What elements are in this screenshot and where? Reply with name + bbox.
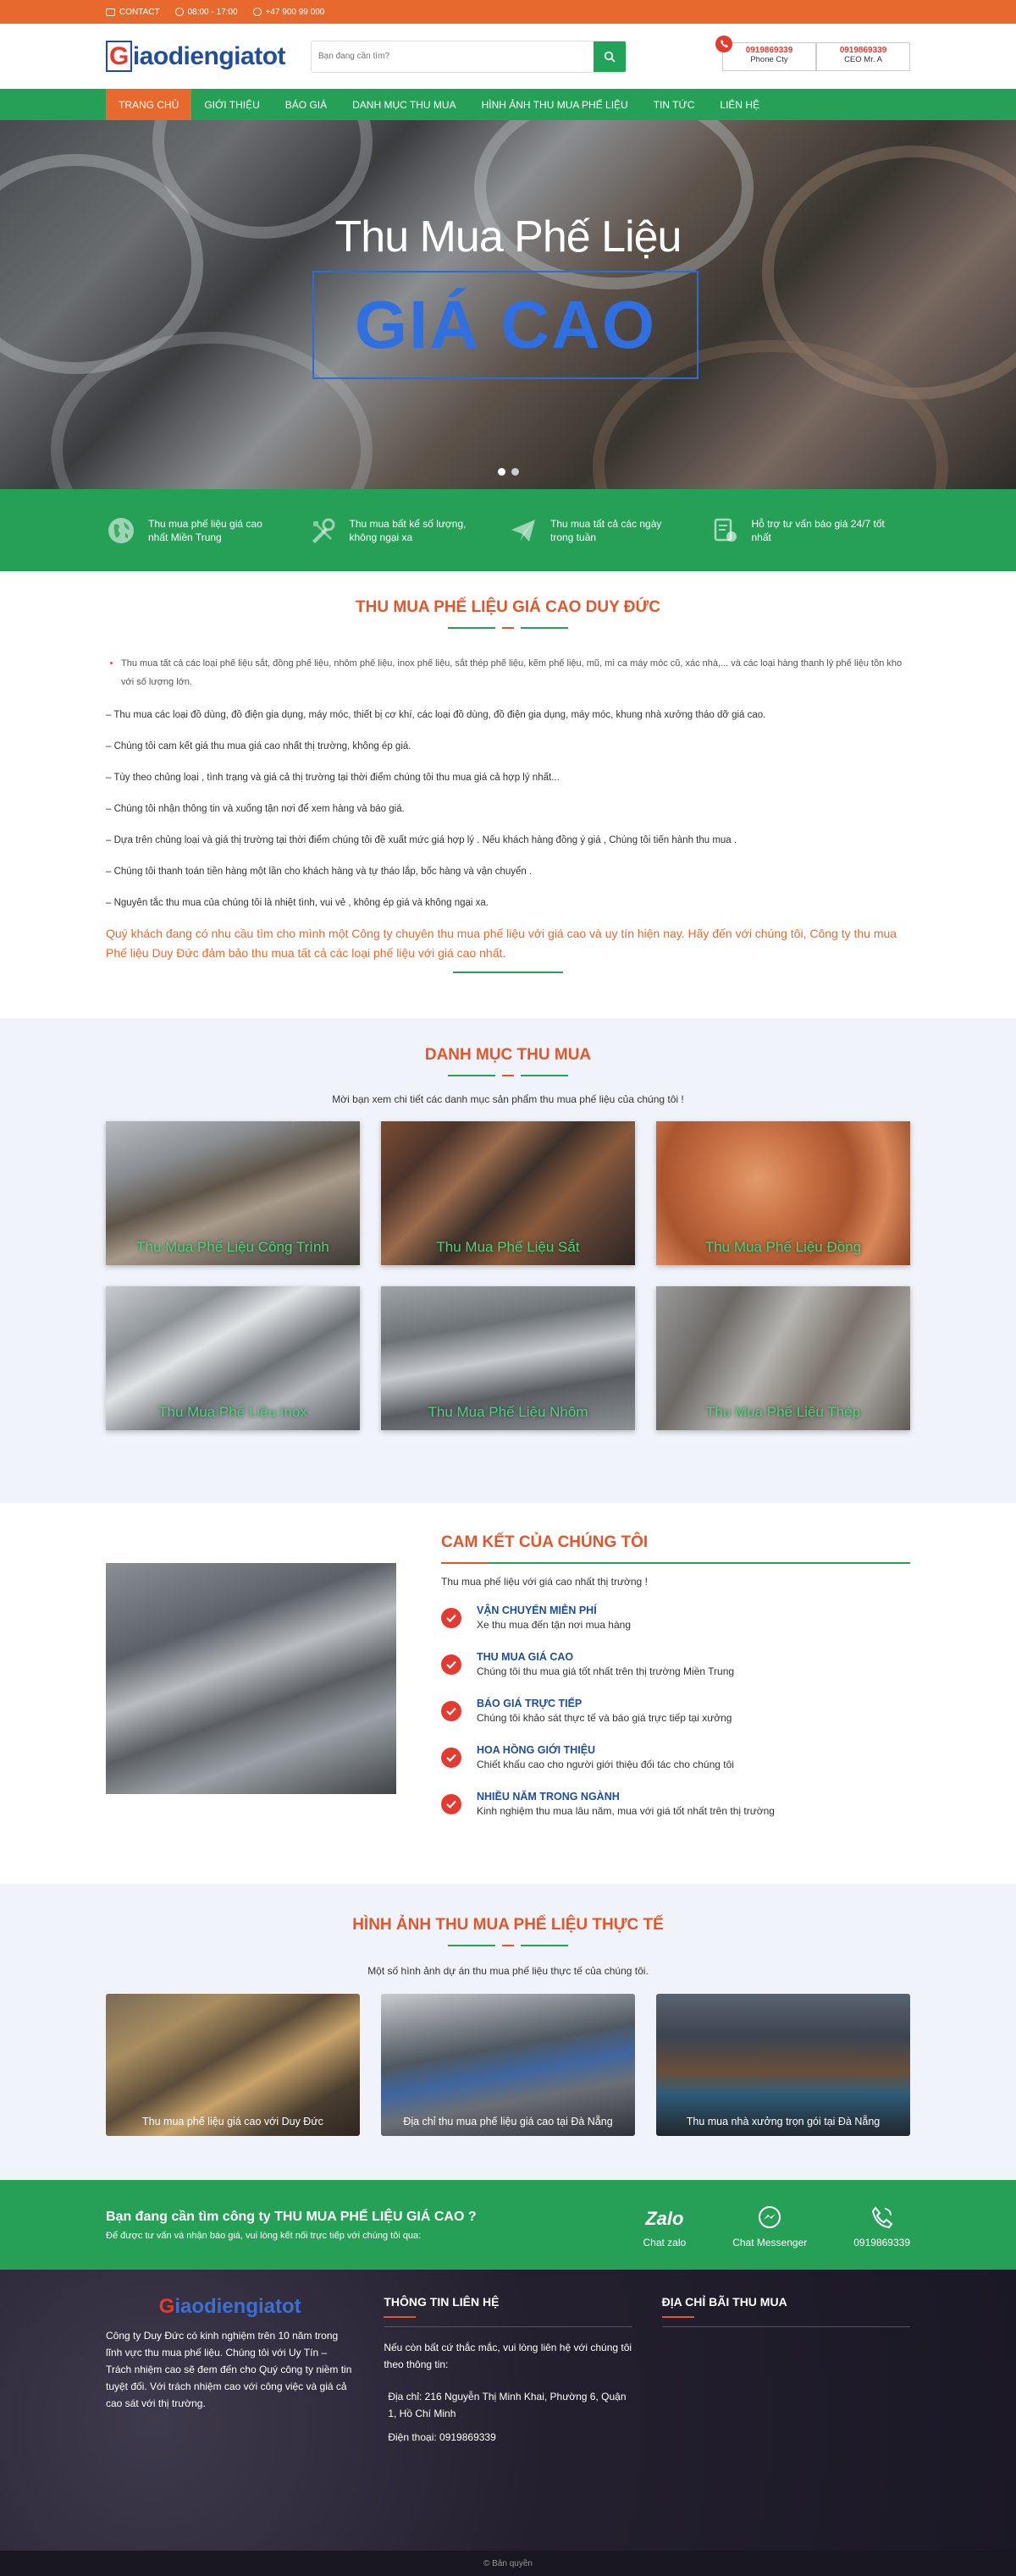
footer-contact-title: THÔNG TIN LIÊN HỆ [384, 2295, 632, 2327]
site-footer [0, 2270, 1016, 2551]
commitment-item: HOA HỒNG GIỚI THIỆU Chiết khấu cao cho người giới thiệu đối tác cho chúng tôi [441, 1744, 910, 1774]
gallery-card[interactable]: Thu mua nhà xưởng trọn gói tại Đà Nẵng [656, 1994, 910, 2136]
paper-plane-icon [508, 515, 538, 546]
intro-line: – Tùy theo chủng loại , tình trạng và giá cả thị trường tại thời điểm chúng tôi thu mua giá cả hợp lý nhất... [106, 773, 560, 783]
gallery-section [0, 1884, 1016, 2180]
commitment-item: THU MUA GIÁ CAO Chúng tôi thu mua giá tốt nhất trên thị trường Miền Trung [441, 1651, 910, 1681]
slider-dot[interactable] [498, 468, 505, 476]
feature-item: Hỗ trợ tư vấn báo giá 24/7 tốt nhất [710, 515, 911, 546]
hotline-boxes [722, 42, 910, 71]
catalog-card-inox[interactable]: Thu Mua Phế Liệu Inox [106, 1286, 360, 1430]
catalog-card-construction[interactable]: Thu Mua Phế Liệu Công Trình [106, 1121, 360, 1265]
clock-icon [175, 8, 184, 16]
commitment-section [0, 1503, 1016, 1884]
catalog-card-copper[interactable]: Thu Mua Phế Liệu Đồng [656, 1121, 910, 1265]
hero-highlight: GIÁ CAO [354, 287, 657, 362]
messenger-icon [732, 2201, 807, 2230]
nav-quote[interactable]: BÁO GIÁ [284, 98, 328, 111]
call-phone-link[interactable]: 0919869339 [853, 2201, 910, 2248]
hotline-ceo[interactable]: 0919869339 CEO Mr. A [816, 42, 910, 71]
nav-news[interactable]: TIN TỨC [653, 98, 695, 111]
intro-title: THU MUA PHẾ LIỆU GIÁ CAO DUY ĐỨC [356, 598, 660, 616]
commitment-item: NHIỀU NĂM TRONG NGÀNH Kinh nghiệm thu mua lâu năm, mua với giá tốt nhất trên thị trường [441, 1791, 910, 1820]
catalog-title: DANH MỤC THU MUA [424, 1046, 592, 1064]
phone-icon [853, 2201, 910, 2230]
zalo-icon: Zalo [645, 2208, 684, 2229]
cta-bar [0, 2180, 1016, 2270]
gallery-grid [106, 1994, 910, 2136]
phone-link[interactable]: +47 900 99 000 [253, 8, 325, 17]
copyright-bar [0, 2551, 1016, 2576]
search-form [311, 41, 627, 73]
footer-yard-title: ĐỊA CHỈ BÃI THU MUA [662, 2295, 910, 2327]
feature-item: Thu mua tất cả các ngày trong tuần [508, 515, 710, 546]
catalog-card-steel[interactable]: Thu Mua Phế Liệu Thép [656, 1286, 910, 1430]
catalog-grid [106, 1121, 910, 1430]
commitment-lead: Thu mua phế liệu với giá cao nhất thị trường ! [441, 1576, 648, 1588]
search-button[interactable] [594, 41, 626, 72]
commitment-image [106, 1563, 396, 1794]
slider-dot[interactable] [511, 468, 519, 476]
cta-subtext: Để được tư vấn và nhận báo giá, vui lòng kết nối trực tiếp với chúng tôi qua: [106, 2230, 422, 2241]
intro-line: – Thu mua các loại đồ dùng, đồ điện gia dụng, máy móc, thiết bị cơ khí, các loại đồ dùng, đồ điện gia dụng, máy móc, khung nhà xưởng tháo dỡ giá cao. [106, 710, 766, 720]
intro-line: – Chúng tôi cam kết giá thu mua giá cao nhất thị trường, không ép giá. [106, 741, 411, 751]
title-divider [106, 627, 910, 629]
hero-slider [0, 120, 1016, 489]
intro-bullet-list [121, 654, 910, 691]
check-icon [441, 1748, 461, 1768]
phone-icon [253, 8, 262, 16]
search-icon [604, 51, 616, 63]
contact-link[interactable]: CONTACT [106, 8, 160, 17]
site-header [0, 24, 1016, 89]
footer-about [106, 2295, 354, 2446]
title-divider [106, 1945, 910, 1946]
catalog-subtitle: Mời bạn xem chi tiết các danh mục sản phẩm thu mua phế liệu của chúng tôi ! [332, 1093, 684, 1105]
intro-line: – Chúng tôi thanh toán tiền hàng một lần cho khách hàng và tự tháo lắp, bốc hàng và vận chuyển . [106, 867, 533, 877]
mail-icon [106, 8, 115, 16]
catalog-card-iron[interactable]: Thu Mua Phế Liệu Sắt [381, 1121, 635, 1265]
globe-icon [106, 515, 136, 546]
cta-heading: Bạn đang cần tìm công ty THU MUA PHẾ LIỆU GIÁ CAO ? [106, 2209, 477, 2224]
intro-highlight: Quý khách đang có nhu cầu tìm cho mình một Công ty chuyên thu mua phế liệu với giá cao và uy tín hiện nay. Hãy đến với chúng tôi, Công ty thu mua Phế liệu Duy Đức đảm bảo thu mua tất cả các loại phế liệu với giá cao nhất. [106, 927, 897, 960]
nav-categories[interactable]: DANH MỤC THU MUA [352, 98, 456, 111]
site-logo[interactable]: G iaodiengiatot [106, 42, 285, 71]
check-icon [441, 1608, 461, 1628]
intro-line: – Chúng tôi nhận thông tin và xuống tận nơi để xem hàng và báo giá. [106, 804, 405, 814]
catalog-card-aluminium[interactable]: Thu Mua Phế Liệu Nhôm [381, 1286, 635, 1430]
hero-highlight-box [312, 271, 698, 379]
check-icon [441, 1654, 461, 1675]
feature-item: Thu mua phế liệu giá cao nhất Miền Trung [106, 515, 307, 546]
hero-title: Thu Mua Phế Liệu [334, 212, 682, 261]
feature-bar [0, 489, 1016, 571]
nav-gallery[interactable]: HÌNH ẢNH THU MUA PHẾ LIỆU [481, 98, 628, 111]
chat-zalo-link[interactable]: Zalo Chat zalo [643, 2201, 687, 2248]
title-divider [106, 1075, 910, 1076]
footer-logo[interactable]: Giaodiengiatot [158, 2295, 301, 2318]
cta-links [643, 2201, 911, 2248]
footer-about-text: Công ty Duy Đức có kinh nghiệm trên 10 năm trong lĩnh vực thu mua phế liệu. Chúng tôi với Uy Tín – Trách nhiệm cao sẽ đem đến cho Quý công ty niềm tin tuyệt đối. Với trách nhiệm cao với công việc và giá cả cao sát với thị trường. [106, 2330, 352, 2409]
document-icon [710, 515, 740, 546]
hours: 08:00 - 17:00 [175, 8, 238, 17]
commitment-item: VẬN CHUYỂN MIỄN PHÍ Xe thu mua đến tận nơi mua hàng [441, 1604, 910, 1634]
footer-contact [384, 2295, 632, 2446]
hotline-company[interactable]: 0919869339 Phone Cty [722, 42, 816, 71]
nav-about[interactable]: GIỚI THIỆU [204, 98, 260, 111]
footer-contact-intro: Nếu còn bất cứ thắc mắc, vui lòng liên hệ với chúng tôi theo thông tin: [384, 2342, 632, 2370]
commitment-item: BÁO GIÁ TRỰC TIẾP Chúng tôi khảo sát thực tế và báo giá trực tiếp tại xưởng [441, 1698, 910, 1727]
feature-item: Thu mua bất kể số lượng, không ngại xa [307, 515, 509, 546]
gallery-card[interactable]: Thu mua phế liệu giá cao với Duy Đức [106, 1994, 360, 2136]
intro-section [0, 571, 1016, 1018]
chat-messenger-link[interactable]: Chat Messenger [732, 2201, 807, 2248]
tools-icon [307, 515, 338, 546]
phone-icon [715, 36, 732, 52]
commitment-title: CAM KẾT CỦA CHÚNG TÔI [441, 1533, 649, 1551]
top-bar [0, 0, 1016, 24]
intro-bullet: • Thu mua tất cả các loại phế liệu sắt, đồng phế liệu, nhôm phế liệu, inox phế liệu, sắt thép phế liệu, kẽm phế liệu, mũ, mì ca máy móc cũ, xác nhà,... và các loại hàng thanh lý phế liệu tồn kho với số lượng lớn. [121, 654, 910, 691]
search-input[interactable] [312, 41, 594, 72]
catalog-section [0, 1018, 1016, 1503]
copyright-text: © Bản quyền [483, 2558, 533, 2568]
check-icon [441, 1701, 461, 1721]
hero-scrap-shape [474, 120, 754, 289]
footer-address: Địa chỉ: 216 Nguyễn Thị Minh Khai, Phường 6, Quận 1, Hồ Chí Minh [388, 2391, 627, 2419]
check-icon [441, 1794, 461, 1814]
intro-line: – Nguyên tắc thu mua của chúng tôi là nhiệt tình, vui vẻ , không ép giá và không ngại xa. [106, 898, 489, 908]
intro-line: – Dựa trên chủng loại và giá thị trường tại thời điểm chúng tôi đề xuất mức giá hợp lý . Nếu khách hàng đồng ý giá , Chúng tôi tiến hành thu mua . [106, 835, 737, 845]
slider-dots [0, 468, 1016, 476]
gallery-subtitle: Một số hình ảnh dự án thu mua phế liệu thực tế của chúng tôi. [367, 1965, 649, 1977]
footer-phone[interactable]: Điện thoại: 0919869339 [388, 2431, 496, 2443]
nav-contact[interactable]: LIÊN HỆ [720, 98, 760, 111]
gallery-title: HÌNH ẢNH THU MUA PHẾ LIỆU THỰC TẾ [352, 1916, 664, 1934]
intro-divider [453, 972, 563, 973]
gallery-card[interactable]: Địa chỉ thu mua phế liệu giá cao tại Đà Nẵng [381, 1994, 635, 2136]
main-nav [0, 89, 1016, 120]
commitment-divider [441, 1562, 910, 1564]
nav-home[interactable]: TRANG CHỦ [106, 89, 191, 120]
footer-yard [662, 2295, 910, 2446]
